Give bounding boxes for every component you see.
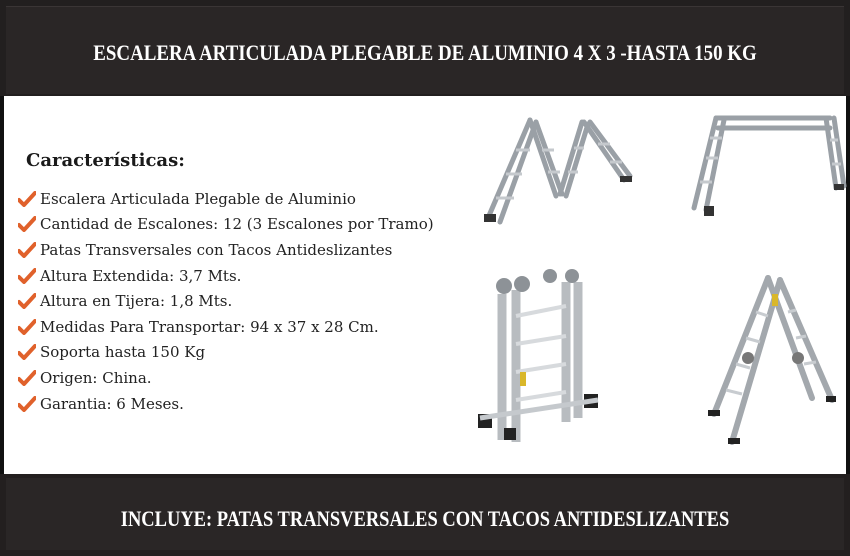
feature-item xyxy=(18,391,434,417)
check-icon xyxy=(18,191,36,207)
feature-item xyxy=(18,237,434,263)
feature-text: Soporta hasta 150 Kg xyxy=(40,343,206,362)
ladder-photo-aframe xyxy=(704,272,840,452)
features-list xyxy=(18,186,434,416)
footer-band xyxy=(0,474,850,556)
check-icon xyxy=(18,242,36,258)
header-band xyxy=(0,0,850,96)
page-title: ESCALERA ARTICULADA PLEGABLE DE ALUMINIO 4 X 3 -HASTA 150 KG xyxy=(93,40,757,65)
ladder-photo-w xyxy=(474,110,639,230)
check-icon xyxy=(18,370,36,386)
check-icon xyxy=(18,319,36,335)
check-icon xyxy=(18,216,36,232)
feature-item xyxy=(18,212,434,238)
feature-text: Altura Extendida: 3,7 Mts. xyxy=(40,266,242,285)
check-icon xyxy=(18,293,36,309)
feature-text: Medidas Para Transportar: 94 x 37 x 28 Cm. xyxy=(40,317,379,336)
feature-item xyxy=(18,314,434,340)
feature-item xyxy=(18,288,434,314)
check-icon xyxy=(18,344,36,360)
feature-text: Escalera Articulada Plegable de Aluminio xyxy=(40,189,356,208)
feature-item xyxy=(18,263,434,289)
ladder-photo-folded xyxy=(474,268,604,452)
feature-item xyxy=(18,365,434,391)
feature-text: Origen: China. xyxy=(40,368,152,387)
ladder-photo-scaffold xyxy=(680,110,850,220)
feature-item xyxy=(18,340,434,366)
content-panel xyxy=(4,96,846,474)
footer-text: INCLUYE: PATAS TRANSVERSALES CON TACOS ANTIDESLIZANTES xyxy=(120,506,730,531)
check-icon xyxy=(18,396,36,412)
feature-text: Altura en Tijera: 1,8 Mts. xyxy=(40,292,233,311)
feature-item xyxy=(18,186,434,212)
feature-text: Patas Transversales con Tacos Antideslizantes xyxy=(40,240,393,259)
feature-text: Cantidad de Escalones: 12 (3 Escalones por Tramo) xyxy=(40,215,434,234)
check-icon xyxy=(18,268,36,284)
features-heading: Características: xyxy=(26,150,185,171)
feature-text: Garantia: 6 Meses. xyxy=(40,394,184,413)
